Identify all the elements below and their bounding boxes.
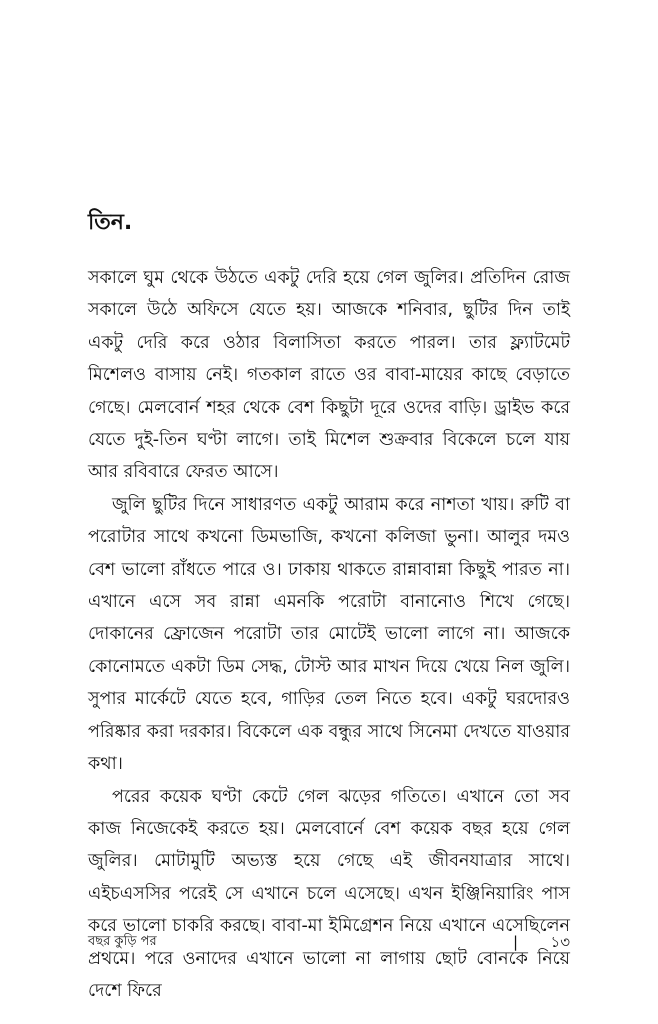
page-number: ১৩ [550,933,570,951]
paragraph-3: পরের কয়েক ঘণ্টা কেটে গেল ঝড়ের গতিতে। এখানে তো সব কাজ নিজেকেই করতে হয়। মেলবোর্নে বেশ কয়েক বছর হয়ে গেল জুলির। মোটামুটি অভ্যস্ত হয়ে গেছে এই জীবনযাত্রার সাথে। এইচএসসির পরেই সে এখানে চলে এসেছে। এখন ইঞ্জিনিয়ারিং পাস করে ভালো চাকরি করছে। বাবা-মা ইমিগ্রেশন নিয়ে এখানে এসেছিলেন প্রথমে। পরে ওনাদের এখানে ভালো না লাগায় ছোট বোনকে নিয়ে দেশে ফিরে [88,786,570,1001]
page-footer [88,930,570,954]
paragraph-2: জুলি ছুটির দিনে সাধারণত একটু আরাম করে নাশতা খায়। রুটি বা পরোটার সাথে কখনো ডিমভাজি, কখনো কলিজা ভুনা। আলুর দমও বেশ ভালো রাঁধতে পারে ও। ঢাকায় থাকতে রান্নাবান্না কিছুই পারত না। এখানে এসে সব রান্না এমনকি পরোটা বানানোও শিখে গেছে। দোকানের ফ্রোজেন পরোটা তার মোটেই ভালো লাগে না। আজকে কোনোমতে একটা ডিম সেদ্ধ, টোস্ট আর মাখন দিয়ে খেয়ে নিল জুলি। সুপার মার্কেটে যেতে হবে, গাড়ির তেল নিতে হবে। একটু ঘরদোরও পরিষ্কার করা দরকার। বিকেলে এক বন্ধুর সাথে সিনেমা দেখতে যাওয়ার কথা। [88,494,570,775]
footer-separator: | [513,933,519,951]
chapter-heading: তিন. [88,210,133,235]
body-text [88,262,570,1007]
paragraph-1: সকালে ঘুম থেকে উঠতে একটু দেরি হয়ে গেল জুলির। প্রতিদিন রোজ সকালে উঠে অফিসে যেতে হয়। আজকে শনিবার, ছুটির দিন তাই একটু দেরি করে ওঠার বিলাসিতা করতে পারল। তার ফ্ল্যাটমেট মিশেলও বাসায় নেই। গতকাল রাতে ওর বাবা-মায়ের কাছে বেড়াতে গেছে। মেলবোর্ন শহর থেকে বেশ কিছুটা দূরে ওদের বাড়ি। ড্রাইভ করে যেতে দুই-তিন ঘণ্টা লাগে। তাই মিশেল শুক্রবার বিকেলে চলে যায় আর রবিবারে ফেরত আসে। [88,268,570,483]
footer-book-title: বছর কুড়ি পর [88,934,157,949]
